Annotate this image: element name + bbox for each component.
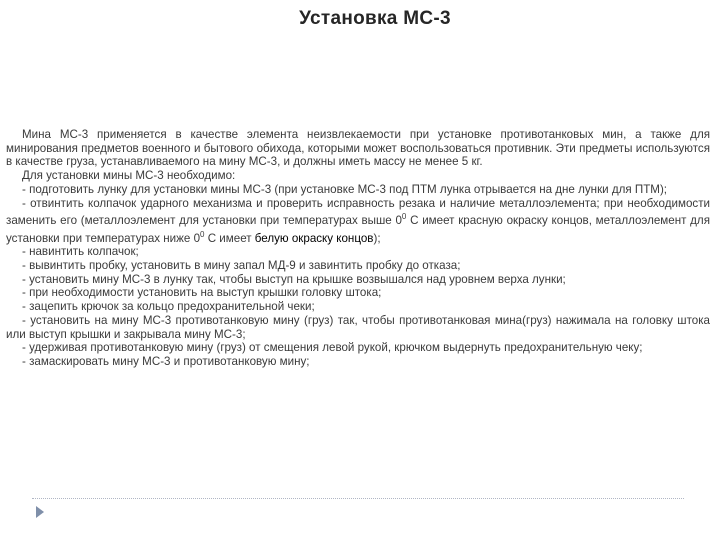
step-place-antitank: - установить на мину МС-3 противотанковую мину (груз) так, чтобы противотанковая мина(груз) нажимала на головку штока или выступ крышки и закрывала мину МС-3; xyxy=(6,313,710,341)
temp-text-2: С имеет xyxy=(204,231,255,245)
slide-title: Установка МС-3 xyxy=(299,8,451,29)
step-screw-cap: - навинтить колпачок; xyxy=(22,245,139,259)
footer-divider xyxy=(32,498,684,499)
step-prepare-hole: - подготовить лунку для установки мины МС-3 (при установке МС-3 под ПТМ лунка отрывается на дне лунки для ПТМ); xyxy=(22,182,668,196)
temp-superscript-1: 0 xyxy=(401,212,407,222)
step-place-mine: - установить мину МС-3 в лунку так, чтобы выступ на крышке возвышался над уровнем верха лунки; xyxy=(22,272,566,286)
step-pull-pin: - удерживая противотанковую мину (груз) от смещения левой рукой, крючком выдернуть предохранительную чеку; xyxy=(22,341,643,355)
intro-paragraph: Мина МС-3 применяется в качестве элемента неизвлекаемости при установке противотанковых мин, а также для минирования предметов военного и бытового обихода, которыми может воспользоваться противник. Эти предметы используются в качестве груза, устанавливаемого на мину МС-3, и должны иметь массу не менее 5 кг. xyxy=(6,128,710,169)
step-fuse: - вывинтить пробку, установить в мину запал МД-9 и завинтить пробку до отказа; xyxy=(22,259,461,273)
chevron-right-icon xyxy=(33,505,47,519)
step-unscrew-cap-text: - отвинтить колпачок ударного механизма и проверить исправность резака и наличие металлоэлемента; при необходимости заменить его (металлоэлемент для установки при температурах выше 0 xyxy=(6,196,710,228)
step-rod-head: - при необходимости установить на выступ крышки головку штока; xyxy=(22,286,382,300)
slide-body xyxy=(6,128,710,369)
step-camouflage: - замаскировать мину МС-3 и противотанковую мину; xyxy=(22,354,310,368)
temp-text-end: ); xyxy=(373,231,381,245)
instructions-heading: Для установки мины МС-3 необходимо: xyxy=(22,169,236,183)
step-unscrew-cap xyxy=(6,197,710,246)
white-paint-highlight: белую окраску концов xyxy=(254,231,374,245)
temp-text-1: С имеет красную окраску концов, металлоэлемент для установки при температурах ниже 0 xyxy=(6,214,710,245)
step-hook: - зацепить крючок за кольцо предохранительной чеки; xyxy=(22,300,315,314)
temp-superscript-2: 0 xyxy=(200,229,205,239)
